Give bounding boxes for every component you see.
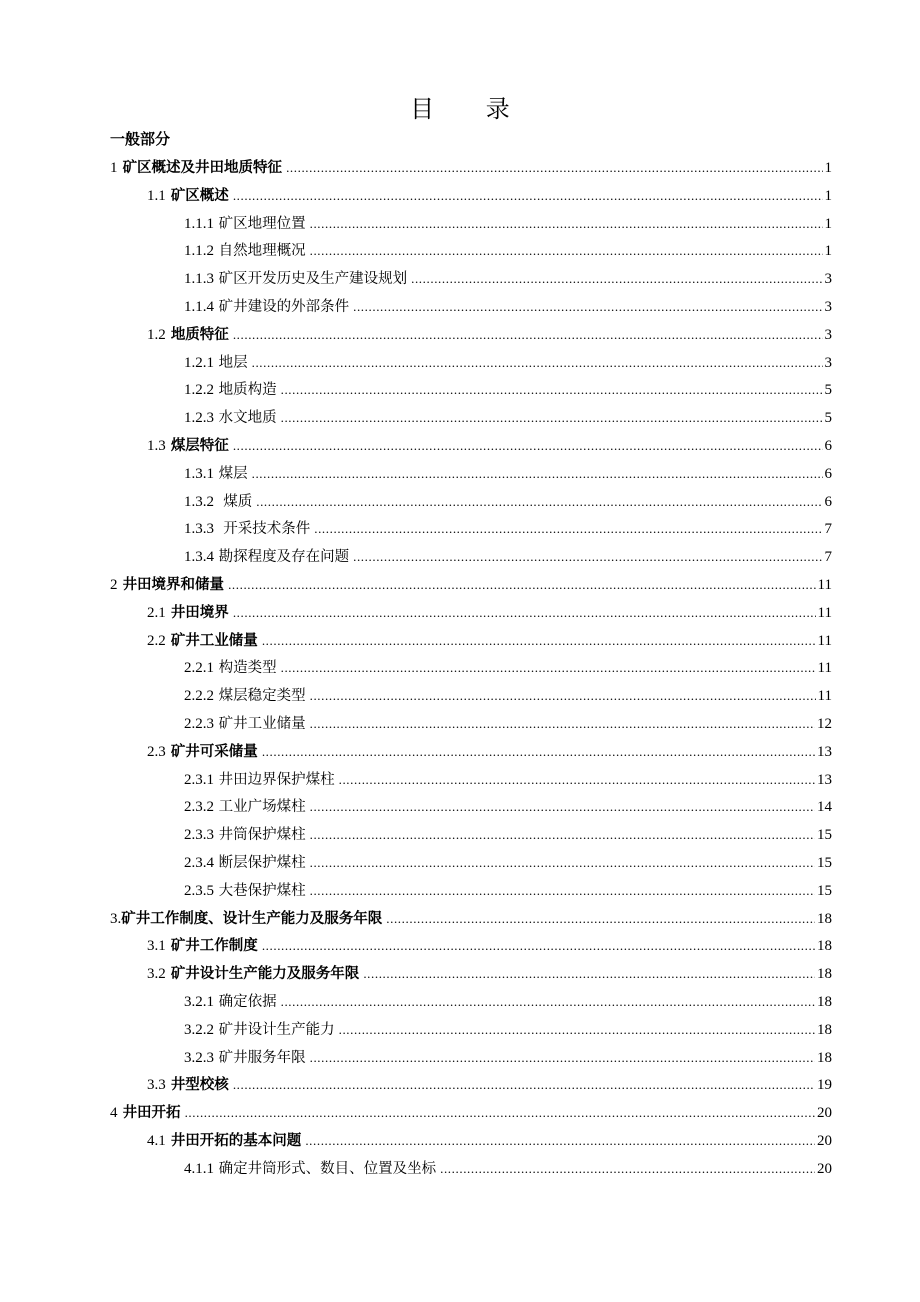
toc-page-number: 15 bbox=[817, 827, 832, 844]
toc-dot-leader bbox=[310, 682, 816, 710]
toc-dot-leader bbox=[262, 627, 816, 655]
toc-dot-leader bbox=[286, 154, 822, 182]
toc-page-number: 20 bbox=[817, 1132, 832, 1149]
toc-dot-leader bbox=[262, 738, 815, 766]
toc-entry-label bbox=[184, 989, 277, 1017]
toc-entry-label bbox=[184, 294, 349, 322]
toc-entry-number: 1.2.1 bbox=[184, 354, 214, 371]
toc-entry-label bbox=[184, 767, 335, 795]
toc-entry[interactable] bbox=[0, 237, 920, 265]
toc-page-number: 18 bbox=[817, 1049, 832, 1066]
toc-page-number: 12 bbox=[817, 715, 832, 732]
toc-entry-label bbox=[147, 961, 359, 989]
toc-entry[interactable] bbox=[0, 265, 920, 293]
toc-entry-number: 3.2.1 bbox=[184, 993, 214, 1010]
toc-entry[interactable] bbox=[0, 182, 920, 210]
toc-page-number: 1 bbox=[824, 215, 832, 232]
toc-entry-label bbox=[184, 878, 306, 906]
toc-entry-label bbox=[147, 739, 258, 767]
toc-entry-number: 1.2 bbox=[147, 326, 166, 343]
toc-entry-title: 地层 bbox=[218, 354, 248, 371]
toc-dot-leader bbox=[440, 1155, 815, 1183]
toc-entry-label bbox=[184, 1045, 306, 1073]
toc-entry-label bbox=[184, 711, 306, 739]
toc-entry-number: 1.1.1 bbox=[184, 215, 214, 232]
toc-page-number: 1 bbox=[824, 243, 832, 260]
toc-page-number: 6 bbox=[824, 465, 832, 482]
toc-entry-title: 井筒保护煤柱 bbox=[218, 827, 306, 844]
toc-entry-number: 3.2 bbox=[147, 966, 166, 983]
section-heading: 一般部分 bbox=[110, 130, 171, 148]
toc-entry-label bbox=[184, 1156, 436, 1184]
toc-entry[interactable] bbox=[0, 571, 920, 599]
toc-page-number: 13 bbox=[817, 771, 832, 788]
toc-entry-number: 2.3.1 bbox=[184, 771, 214, 788]
toc-dot-leader bbox=[262, 932, 815, 960]
toc-entry-number: 4 bbox=[110, 1105, 118, 1122]
toc-dot-leader bbox=[339, 766, 815, 794]
toc-entry-label bbox=[184, 683, 306, 711]
toc-entry-title: 工业广场煤柱 bbox=[218, 799, 306, 816]
toc-entry-number: 2.3.5 bbox=[184, 882, 214, 899]
toc-entry-label bbox=[184, 850, 306, 878]
toc-entry-label bbox=[184, 350, 248, 378]
toc-entry[interactable] bbox=[0, 432, 920, 460]
toc-entry-title: 地质特征 bbox=[170, 326, 229, 343]
toc-page-number: 18 bbox=[817, 910, 832, 927]
toc-entry-title: 煤层稳定类型 bbox=[218, 688, 306, 705]
toc-dot-leader bbox=[310, 710, 815, 738]
toc-entry[interactable] bbox=[0, 460, 920, 488]
toc-entry-number: 1.3.3 bbox=[184, 521, 214, 538]
toc-entry-label bbox=[184, 405, 277, 433]
toc-entry-number: 2.3.3 bbox=[184, 827, 214, 844]
toc-entry-label bbox=[110, 1100, 181, 1128]
toc-entry-title: 井型校核 bbox=[170, 1077, 229, 1094]
toc-entry-number: 2.2.2 bbox=[184, 688, 214, 705]
toc-entry-number: 2 bbox=[110, 576, 118, 593]
toc-entry-number: 1.3.2 bbox=[184, 493, 214, 510]
toc-entry-number: 1.2.2 bbox=[184, 382, 214, 399]
toc-entry[interactable] bbox=[0, 877, 920, 905]
toc-page-number: 3 bbox=[824, 354, 832, 371]
toc-entry-number: 1 bbox=[110, 160, 118, 176]
toc-page-number: 3 bbox=[824, 298, 832, 315]
toc-entry-title: 确定井筒形式、数目、位置及坐标 bbox=[218, 1160, 437, 1177]
table-of-contents bbox=[0, 154, 920, 1182]
toc-entry[interactable] bbox=[0, 404, 920, 432]
toc-entry-number: 1.2.3 bbox=[184, 410, 214, 427]
toc-entry[interactable] bbox=[0, 682, 920, 710]
toc-dot-leader bbox=[310, 849, 815, 877]
toc-page-number: 6 bbox=[824, 437, 832, 454]
toc-entry-number: 1.3.4 bbox=[184, 549, 214, 566]
toc-entry-title: 矿井服务年限 bbox=[218, 1049, 306, 1066]
toc-page-number: 11 bbox=[817, 632, 832, 649]
toc-page-number: 15 bbox=[817, 854, 832, 871]
toc-dot-leader bbox=[252, 349, 823, 377]
toc-entry-title: 勘探程度及存在问题 bbox=[218, 549, 350, 566]
toc-entry[interactable] bbox=[0, 710, 920, 738]
toc-page-number: 11 bbox=[817, 660, 832, 677]
toc-entry[interactable] bbox=[0, 821, 920, 849]
toc-entry-number: 2.2.3 bbox=[184, 715, 214, 732]
toc-dot-leader bbox=[386, 905, 815, 933]
toc-entry[interactable] bbox=[0, 349, 920, 377]
toc-dot-leader bbox=[228, 571, 815, 599]
toc-dot-leader bbox=[305, 1127, 815, 1155]
toc-entry-number: 3.1 bbox=[147, 938, 166, 955]
toc-entry[interactable] bbox=[0, 849, 920, 877]
toc-entry[interactable] bbox=[0, 1071, 920, 1099]
toc-entry-label bbox=[110, 906, 382, 934]
toc-entry-title: 矿区开发历史及生产建设规划 bbox=[218, 271, 408, 288]
toc-entry[interactable] bbox=[0, 1016, 920, 1044]
toc-page-number: 7 bbox=[824, 549, 832, 566]
toc-page-number: 18 bbox=[817, 966, 832, 983]
toc-dot-leader bbox=[353, 293, 822, 321]
toc-dot-leader bbox=[339, 1016, 815, 1044]
toc-entry[interactable] bbox=[0, 154, 920, 182]
toc-dot-leader bbox=[310, 877, 815, 905]
toc-page-number: 18 bbox=[817, 1021, 832, 1038]
toc-entry-title: 开采技术条件 bbox=[218, 521, 311, 538]
toc-entry-label bbox=[147, 433, 229, 461]
toc-page-number: 20 bbox=[817, 1160, 832, 1177]
toc-dot-leader bbox=[185, 1099, 815, 1127]
toc-entry-number: 3.2.2 bbox=[184, 1021, 214, 1038]
toc-page-number: 11 bbox=[817, 576, 832, 593]
toc-dot-leader bbox=[281, 404, 823, 432]
toc-entry-label bbox=[184, 794, 306, 822]
toc-entry-number: 4.1.1 bbox=[184, 1160, 214, 1177]
toc-page-number: 1 bbox=[824, 187, 832, 204]
toc-entry-title: 确定依据 bbox=[218, 993, 277, 1010]
toc-entry[interactable] bbox=[0, 293, 920, 321]
toc-dot-leader bbox=[281, 654, 816, 682]
toc-entry-title: 井田开拓的基本问题 bbox=[170, 1132, 302, 1149]
toc-page-number: 5 bbox=[824, 410, 832, 427]
toc-entry-label bbox=[184, 544, 349, 572]
toc-entry[interactable] bbox=[0, 905, 920, 933]
toc-entry-title: 断层保护煤柱 bbox=[218, 854, 306, 871]
toc-page-number: 19 bbox=[817, 1077, 832, 1094]
toc-entry-label bbox=[184, 377, 277, 405]
toc-entry-title: 矿井工作制度 bbox=[170, 938, 258, 955]
toc-page-number: 7 bbox=[824, 521, 832, 538]
toc-page-number: 18 bbox=[817, 938, 832, 955]
toc-dot-leader bbox=[252, 460, 823, 488]
toc-entry[interactable] bbox=[0, 988, 920, 1016]
toc-entry-number: 2.2 bbox=[147, 632, 166, 649]
toc-entry-title: 井田境界和储量 bbox=[122, 576, 225, 593]
toc-entry-title: 大巷保护煤柱 bbox=[218, 882, 306, 899]
toc-entry-title: 构造类型 bbox=[218, 660, 277, 677]
toc-entry-label bbox=[110, 155, 282, 183]
toc-entry[interactable] bbox=[0, 1155, 920, 1183]
toc-entry[interactable] bbox=[0, 321, 920, 349]
toc-dot-leader bbox=[233, 599, 816, 627]
toc-entry-title: 井田开拓 bbox=[122, 1105, 181, 1122]
toc-entry-title: 矿井设计生产能力及服务年限 bbox=[170, 966, 360, 983]
toc-entry-title: 矿区地理位置 bbox=[218, 215, 306, 232]
toc-entry-label bbox=[184, 1017, 335, 1045]
toc-page-number: 14 bbox=[817, 799, 832, 816]
toc-entry[interactable] bbox=[0, 960, 920, 988]
toc-page-number: 20 bbox=[817, 1105, 832, 1122]
toc-entry-label bbox=[110, 572, 224, 600]
toc-entry-number: 4.1 bbox=[147, 1132, 166, 1149]
toc-dot-leader bbox=[363, 960, 815, 988]
toc-entry-title: 矿井工业储量 bbox=[218, 715, 306, 732]
toc-entry-title: 矿井可采储量 bbox=[170, 743, 258, 760]
toc-entry-number: 2.2.1 bbox=[184, 660, 214, 677]
toc-entry-title: 矿区概述及井田地质特征 bbox=[122, 160, 283, 176]
toc-entry-number: 1.3 bbox=[147, 437, 166, 454]
toc-entry-title: 井田边界保护煤柱 bbox=[218, 771, 335, 788]
toc-entry-number: 2.3 bbox=[147, 743, 166, 760]
page-title: 目 录 bbox=[410, 95, 532, 123]
toc-dot-leader bbox=[233, 1071, 815, 1099]
toc-entry[interactable] bbox=[0, 376, 920, 404]
toc-dot-leader bbox=[314, 515, 822, 543]
toc-entry[interactable] bbox=[0, 599, 920, 627]
toc-entry-number: 2.3.2 bbox=[184, 799, 214, 816]
toc-entry-number: 1.1.4 bbox=[184, 298, 214, 315]
toc-page-number: 15 bbox=[817, 882, 832, 899]
toc-entry-label bbox=[184, 516, 310, 544]
toc-entry[interactable] bbox=[0, 543, 920, 571]
toc-entry-label bbox=[184, 822, 306, 850]
toc-entry-number: 1.1.3 bbox=[184, 271, 214, 288]
toc-entry-number: 2.1 bbox=[147, 604, 166, 621]
toc-entry-number: 1.3.1 bbox=[184, 465, 214, 482]
toc-entry-label bbox=[184, 211, 306, 239]
toc-entry-label bbox=[147, 183, 229, 211]
toc-page-number: 11 bbox=[817, 688, 832, 705]
toc-entry-title: 水文地质 bbox=[218, 410, 277, 427]
toc-entry-title: 矿井设计生产能力 bbox=[218, 1021, 335, 1038]
toc-page-number: 18 bbox=[817, 993, 832, 1010]
toc-entry-title: 煤层 bbox=[218, 465, 248, 482]
toc-dot-leader bbox=[310, 237, 823, 265]
toc-entry[interactable] bbox=[0, 515, 920, 543]
toc-dot-leader bbox=[310, 821, 815, 849]
toc-entry[interactable] bbox=[0, 1127, 920, 1155]
toc-entry-label bbox=[147, 1072, 229, 1100]
toc-entry[interactable] bbox=[0, 627, 920, 655]
toc-entry-number: 1.1.2 bbox=[184, 243, 214, 260]
toc-entry[interactable] bbox=[0, 793, 920, 821]
toc-entry-title: 矿井建设的外部条件 bbox=[218, 298, 350, 315]
toc-entry-label bbox=[147, 628, 258, 656]
toc-dot-leader bbox=[233, 182, 823, 210]
toc-entry[interactable] bbox=[0, 766, 920, 794]
toc-entry-number: 2.3.4 bbox=[184, 854, 214, 871]
toc-entry-label bbox=[147, 933, 258, 961]
toc-entry-title: 矿井工作制度、设计生产能力及服务年限 bbox=[121, 910, 383, 927]
toc-entry-title: 煤质 bbox=[218, 493, 253, 510]
toc-dot-leader bbox=[233, 321, 823, 349]
toc-page-number: 1 bbox=[824, 160, 832, 176]
toc-page-number: 11 bbox=[817, 604, 832, 621]
toc-dot-leader bbox=[256, 488, 822, 516]
toc-entry[interactable] bbox=[0, 738, 920, 766]
toc-entry[interactable] bbox=[0, 1099, 920, 1127]
toc-entry-number: 3.3 bbox=[147, 1077, 166, 1094]
toc-dot-leader bbox=[310, 1044, 815, 1072]
toc-entry-label bbox=[184, 461, 248, 489]
toc-entry-number: 3. bbox=[110, 910, 122, 927]
toc-entry-label bbox=[184, 266, 407, 294]
toc-page-number: 5 bbox=[824, 382, 832, 399]
toc-entry-label bbox=[147, 322, 229, 350]
toc-entry[interactable] bbox=[0, 1044, 920, 1072]
toc-dot-leader bbox=[233, 432, 823, 460]
toc-entry-label bbox=[184, 655, 277, 683]
toc-dot-leader bbox=[353, 543, 822, 571]
toc-entry[interactable] bbox=[0, 488, 920, 516]
toc-entry[interactable] bbox=[0, 654, 920, 682]
toc-entry-title: 矿区概述 bbox=[170, 187, 229, 204]
toc-entry-label bbox=[184, 238, 306, 266]
toc-page-number: 3 bbox=[824, 326, 832, 343]
toc-dot-leader bbox=[310, 210, 823, 238]
toc-entry-title: 矿井工业储量 bbox=[170, 632, 258, 649]
toc-entry-label bbox=[147, 1128, 301, 1156]
toc-entry[interactable] bbox=[0, 932, 920, 960]
toc-entry-title: 井田境界 bbox=[170, 604, 229, 621]
toc-page-number: 13 bbox=[817, 743, 832, 760]
toc-dot-leader bbox=[310, 793, 815, 821]
toc-entry-label bbox=[184, 489, 252, 517]
toc-page-number: 3 bbox=[824, 271, 832, 288]
toc-dot-leader bbox=[281, 376, 823, 404]
toc-page-number: 6 bbox=[824, 493, 832, 510]
toc-entry-title: 地质构造 bbox=[218, 382, 277, 399]
toc-entry-number: 3.2.3 bbox=[184, 1049, 214, 1066]
toc-dot-leader bbox=[411, 265, 822, 293]
toc-entry[interactable] bbox=[0, 210, 920, 238]
toc-dot-leader bbox=[281, 988, 815, 1016]
toc-entry-title: 自然地理概况 bbox=[218, 243, 306, 260]
toc-entry-title: 煤层特征 bbox=[170, 437, 229, 454]
toc-entry-number: 1.1 bbox=[147, 187, 166, 204]
toc-entry-label bbox=[147, 600, 229, 628]
